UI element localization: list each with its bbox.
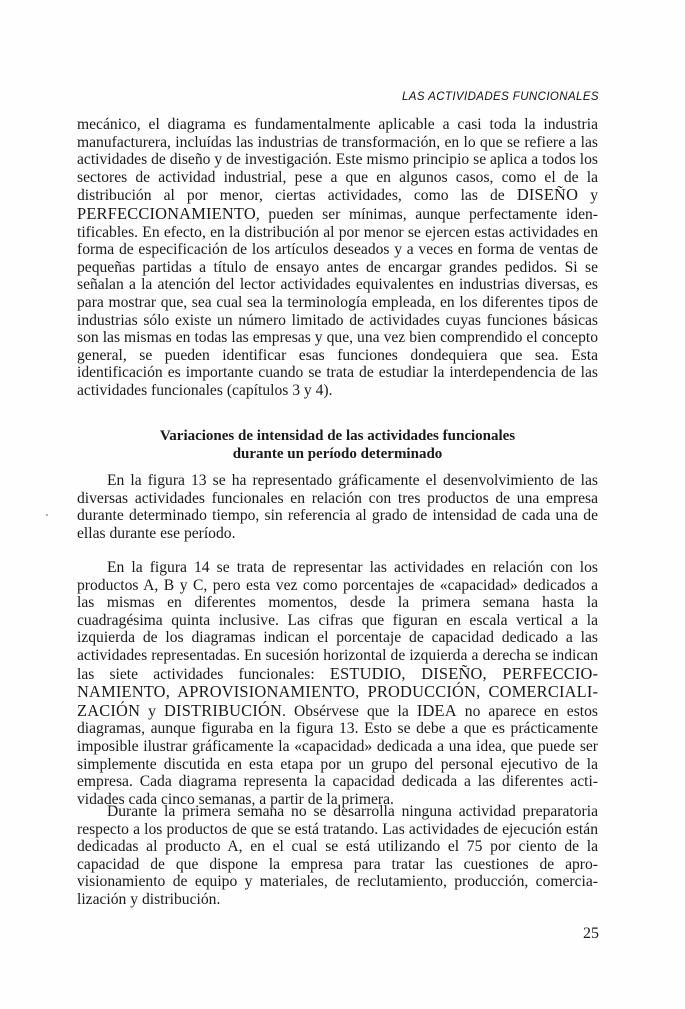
section-heading-line-1: Variaciones de intensidad de las actividades funcionales (159, 428, 516, 444)
activity-name: DISTRIBUCIÓN (164, 700, 283, 720)
running-head: LAS ACTIVIDADES FUNCIONALES (402, 91, 599, 103)
section-heading (77, 427, 598, 463)
paragraph-first-week (77, 803, 598, 909)
paragraph-figure-14 (77, 559, 598, 808)
page-number: 25 (583, 925, 599, 942)
paragraph-figure-13 (77, 472, 598, 542)
paragraph-continuation (77, 116, 598, 400)
paragraph-4: Durante la primera semana no se desarrolla ninguna actividad preparatoria respecto a los productos de que se está tratando. Las actividades de ejecución están dedicadas al producto A, en el cual se está utilizando el 75 por ciento de la capacidad de que dispone la empresa para tratar las cuestiones de aprovisionamiento de equipo y materiales, de reclutamiento, producción, comercialización y distribución. (77, 803, 598, 908)
activity-name: PERFECCIONAMIENTO (77, 203, 256, 223)
activity-name: DISEÑO (516, 185, 579, 205)
scan-speck (46, 514, 48, 516)
activity-name: IDEA (416, 700, 457, 720)
activity-list: ESTUDIO, DISEÑO, PERFECCIONAMIENTO, APROVISIONAMIENTO, PRODUCCIÓN, COMERCIALIZACIÓN (77, 663, 598, 720)
section-heading-line-2: durante un período determinado (232, 446, 443, 462)
paragraph-2: En la figura 13 se ha representado gráficamente el desenvolvimiento de las diversas actividades funcionales en relación con tres productos de una empresa durante determinado tiempo, sin referencia al grado de intensidad de cada una de ellas durante ese período. (77, 472, 598, 542)
paragraph-3: En la figura 14 se trata de representar las actividades en relación con los productos A, B y C, pero esta vez como porcentajes de «capacidad» dedicados a las mismas en diferentes momentos, desde la primera semana hasta la cuadragésima quinta inclusive. Las cifras que figuran en escala vertical a la izquierda de los diagramas indican el porcentaje de capacidad dedicado a las actividades representadas. En sucesión horizontal de izquierda a derecha se indican las siete actividades funcionales: ESTUDIO, DISEÑO, PERFECCIONAMIENTO, APROVISIONAMIENTO, PRODUCCIÓN, COMERCIALIZACIÓN y DISTRIBUCIÓN. Obsérvese que la IDEA no aparece en estos diagramas, aunque figuraba en la figura 13. Esto se debe a que es prácticamente imposible ilustrar gráficamente la «capacidad» dedicada a una idea, que puede ser simplemente discutida en esta etapa por un grupo del personal ejecutivo de la empresa. Cada diagrama representa la capacidad dedicada a las diferentes actividades cada cinco semanas, a partir de la primera. (77, 559, 598, 808)
paragraph-1: mecánico, el diagrama es fundamentalmente aplicable a casi toda la industria manufacturera, incluídas las industrias de transformación, en lo que se refiere a las actividades de diseño y de investigación. Este mismo principio se aplica a todos los sectores de actividad industrial, pese a que en algunos casos, como el de la distribución al por menor, ciertas actividades, como las de DISEÑO y PERFECCIONAMIENTO, pueden ser mínimas, aunque perfectamente identificables. En efecto, en la distribución al por menor se ejercen estas actividades en forma de especificación de los artículos deseados y a veces en forma de ventas de pequeñas partidas a título de ensayo antes de encargar grandes pedidos. Si se señalan a la atención del lector actividades equivalentes en industrias diversas, es para mostrar que, sea cual sea la terminología empleada, en los diferentes tipos de industrias sólo existe un número limitado de actividades cuyas funciones básicas son las mismas en todas las empresas y que, una vez bien comprendido el concepto general, se pueden identificar esas funciones dondequiera que sea. Esta identificación es importante cuando se trata de estudiar la interdependencia de las actividades funcionales (capítulos 3 y 4). (77, 116, 598, 399)
